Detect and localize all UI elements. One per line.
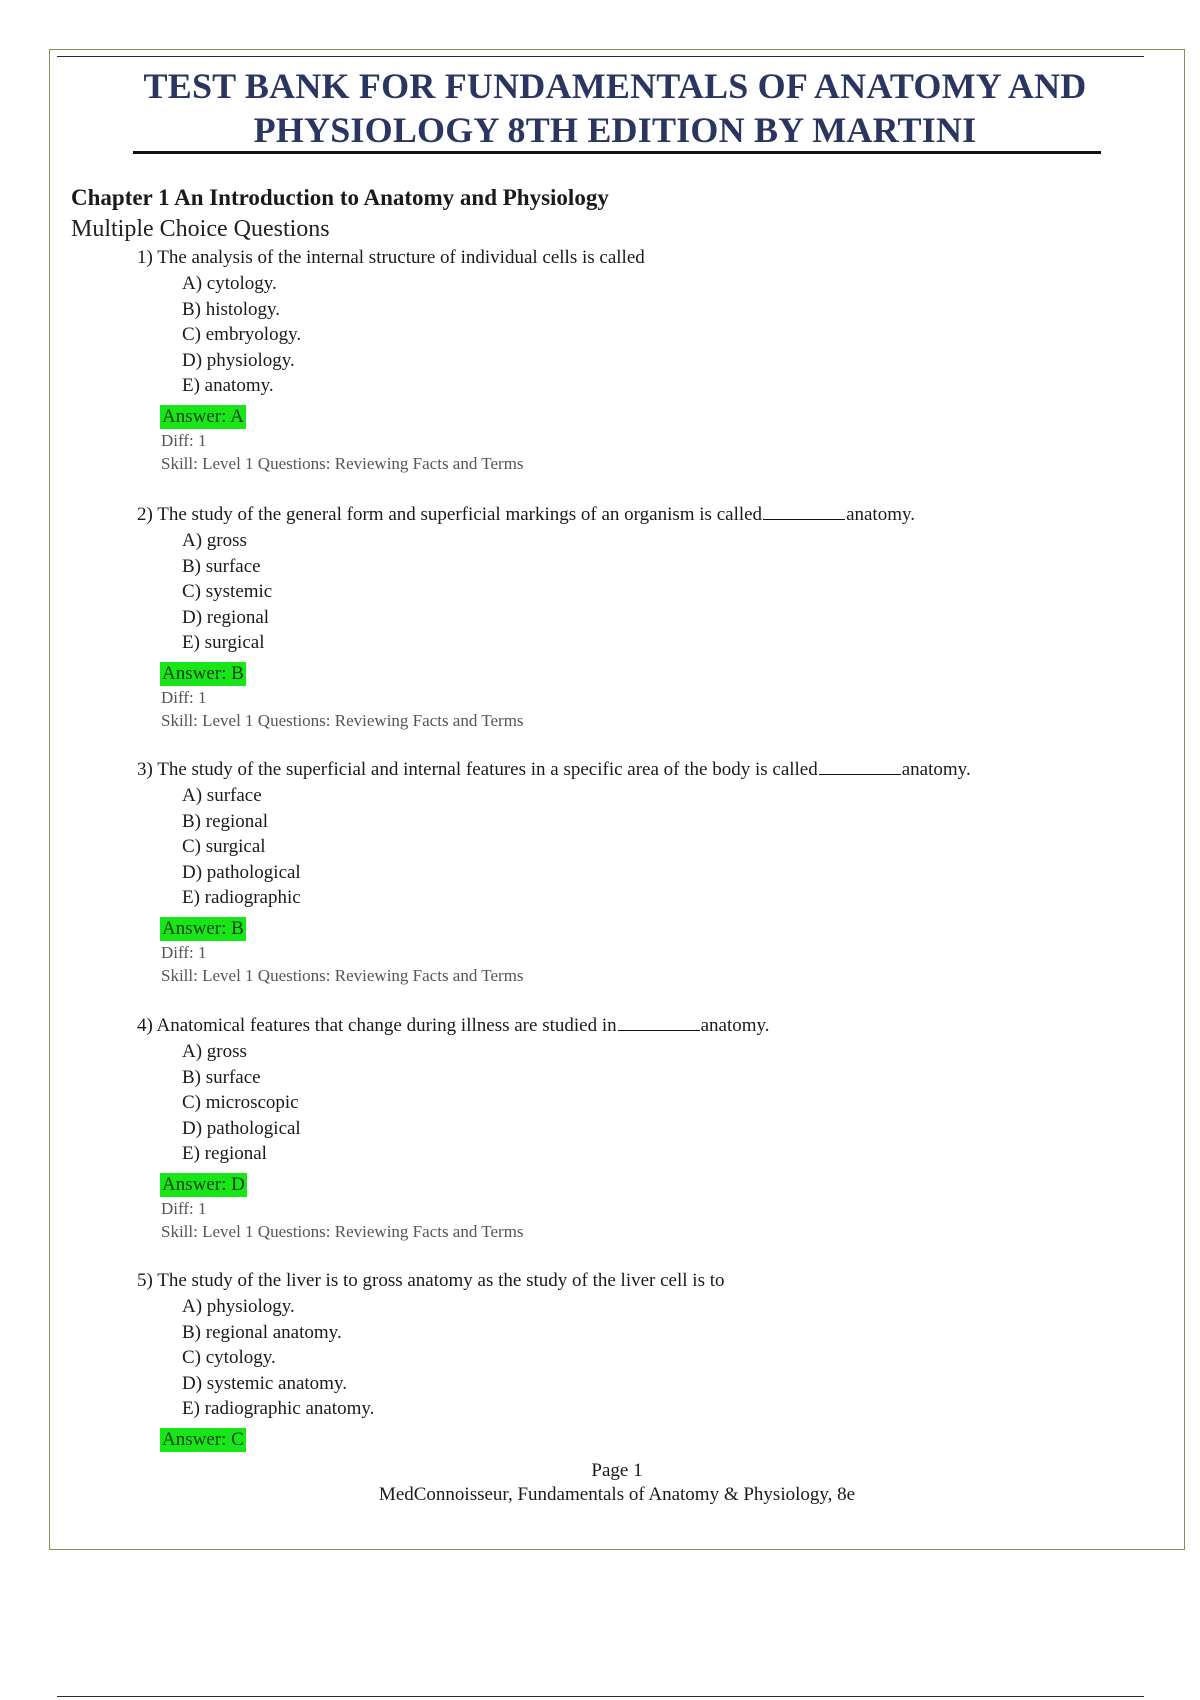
answer-badge: Answer: C <box>162 1428 244 1450</box>
skill-text: Skill: Level 1 Questions: Reviewing Facts and Terms <box>161 965 524 985</box>
question-stem-suffix: anatomy. <box>700 1015 770 1036</box>
document-title-line1: TEST BANK FOR FUNDAMENTALS OF ANATOMY AND <box>143 66 1087 106</box>
answer-badge: Answer: A <box>162 405 244 427</box>
question-stem-suffix: anatomy. <box>846 504 916 525</box>
skill-text: Skill: Level 1 Questions: Reviewing Facts and Terms <box>161 710 524 730</box>
title-underline <box>133 151 1101 154</box>
skill-text: Skill: Level 1 Questions: Reviewing Facts and Terms <box>161 1221 524 1241</box>
option-list <box>137 783 1097 911</box>
footer-credit: MedConnoisseur, Fundamentals of Anatomy & Physiology, 8e <box>378 1484 856 1505</box>
bottom-rule <box>57 1696 1144 1697</box>
difficulty-text: Diff: 1 <box>161 687 207 707</box>
option-d: D) regional <box>182 606 270 628</box>
document-title <box>90 64 1140 152</box>
question-4 <box>137 1012 1097 1243</box>
answer-badge: Answer: B <box>162 662 244 684</box>
option-list <box>137 528 1097 656</box>
option-c: C) cytology. <box>182 1347 276 1369</box>
question-stem <box>137 756 1097 783</box>
top-rule <box>57 56 1144 57</box>
document-title-line2: PHYSIOLOGY 8TH EDITION BY MARTINI <box>253 110 977 150</box>
option-c: C) surgical <box>182 836 266 858</box>
option-b: B) surface <box>182 1066 261 1088</box>
option-e: E) regional <box>182 1143 267 1165</box>
difficulty-text: Diff: 1 <box>161 430 207 450</box>
option-b: B) surface <box>182 555 261 577</box>
skill-text: Skill: Level 1 Questions: Reviewing Facts and Terms <box>161 453 524 473</box>
option-c: C) embryology. <box>182 324 302 346</box>
option-c: C) systemic <box>182 581 273 603</box>
option-d: D) pathological <box>182 861 301 883</box>
option-a: A) physiology. <box>182 1296 295 1317</box>
answer-badge: Answer: D <box>162 1173 245 1195</box>
option-e: E) surgical <box>182 632 265 654</box>
option-c: C) microscopic <box>182 1092 299 1114</box>
question-stem-suffix: anatomy. <box>901 759 971 780</box>
question-5 <box>137 1268 1097 1452</box>
option-d: D) pathological <box>182 1117 301 1139</box>
answer-badge: Answer: B <box>162 917 244 939</box>
option-a: A) surface <box>182 785 262 806</box>
question-stem <box>137 501 1097 528</box>
question-2 <box>137 501 1097 732</box>
option-a: A) gross <box>182 530 247 551</box>
option-a: A) gross <box>182 1041 247 1062</box>
option-d: D) physiology. <box>182 349 295 371</box>
option-b: B) histology. <box>182 298 280 320</box>
answer-blank <box>618 1012 700 1031</box>
page-number: Page 1 <box>591 1460 643 1481</box>
option-e: E) radiographic <box>182 887 301 909</box>
option-b: B) regional anatomy. <box>182 1321 342 1343</box>
option-d: D) systemic anatomy. <box>182 1372 347 1394</box>
difficulty-text: Diff: 1 <box>161 1198 207 1218</box>
question-stem-text: 2) The study of the general form and superficial markings of an organism is called <box>137 504 763 525</box>
option-e: E) anatomy. <box>182 375 274 397</box>
question-stem <box>137 245 1097 271</box>
answer-blank <box>819 756 901 775</box>
question-3 <box>137 756 1097 987</box>
question-1 <box>137 245 1097 475</box>
difficulty-text: Diff: 1 <box>161 942 207 962</box>
option-list <box>137 271 1097 399</box>
question-stem <box>137 1268 1097 1294</box>
question-stem-text: 5) The study of the liver is to gross anatomy as the study of the liver cell is to <box>137 1270 725 1291</box>
option-e: E) radiographic anatomy. <box>182 1398 375 1420</box>
section-heading: Multiple Choice Questions <box>71 216 330 242</box>
chapter-heading: Chapter 1 An Introduction to Anatomy and Physiology <box>71 185 609 210</box>
option-b: B) regional <box>182 810 269 832</box>
question-stem <box>137 1012 1097 1039</box>
question-stem-text: 3) The study of the superficial and internal features in a specific area of the body is called <box>137 759 818 780</box>
question-stem-text: 4) Anatomical features that change during illness are studied in <box>137 1015 617 1036</box>
answer-blank <box>763 501 845 520</box>
question-stem-text: 1) The analysis of the internal structure of individual cells is called <box>137 247 645 268</box>
option-list <box>137 1294 1097 1422</box>
option-a: A) cytology. <box>182 273 277 294</box>
option-list <box>137 1039 1097 1167</box>
